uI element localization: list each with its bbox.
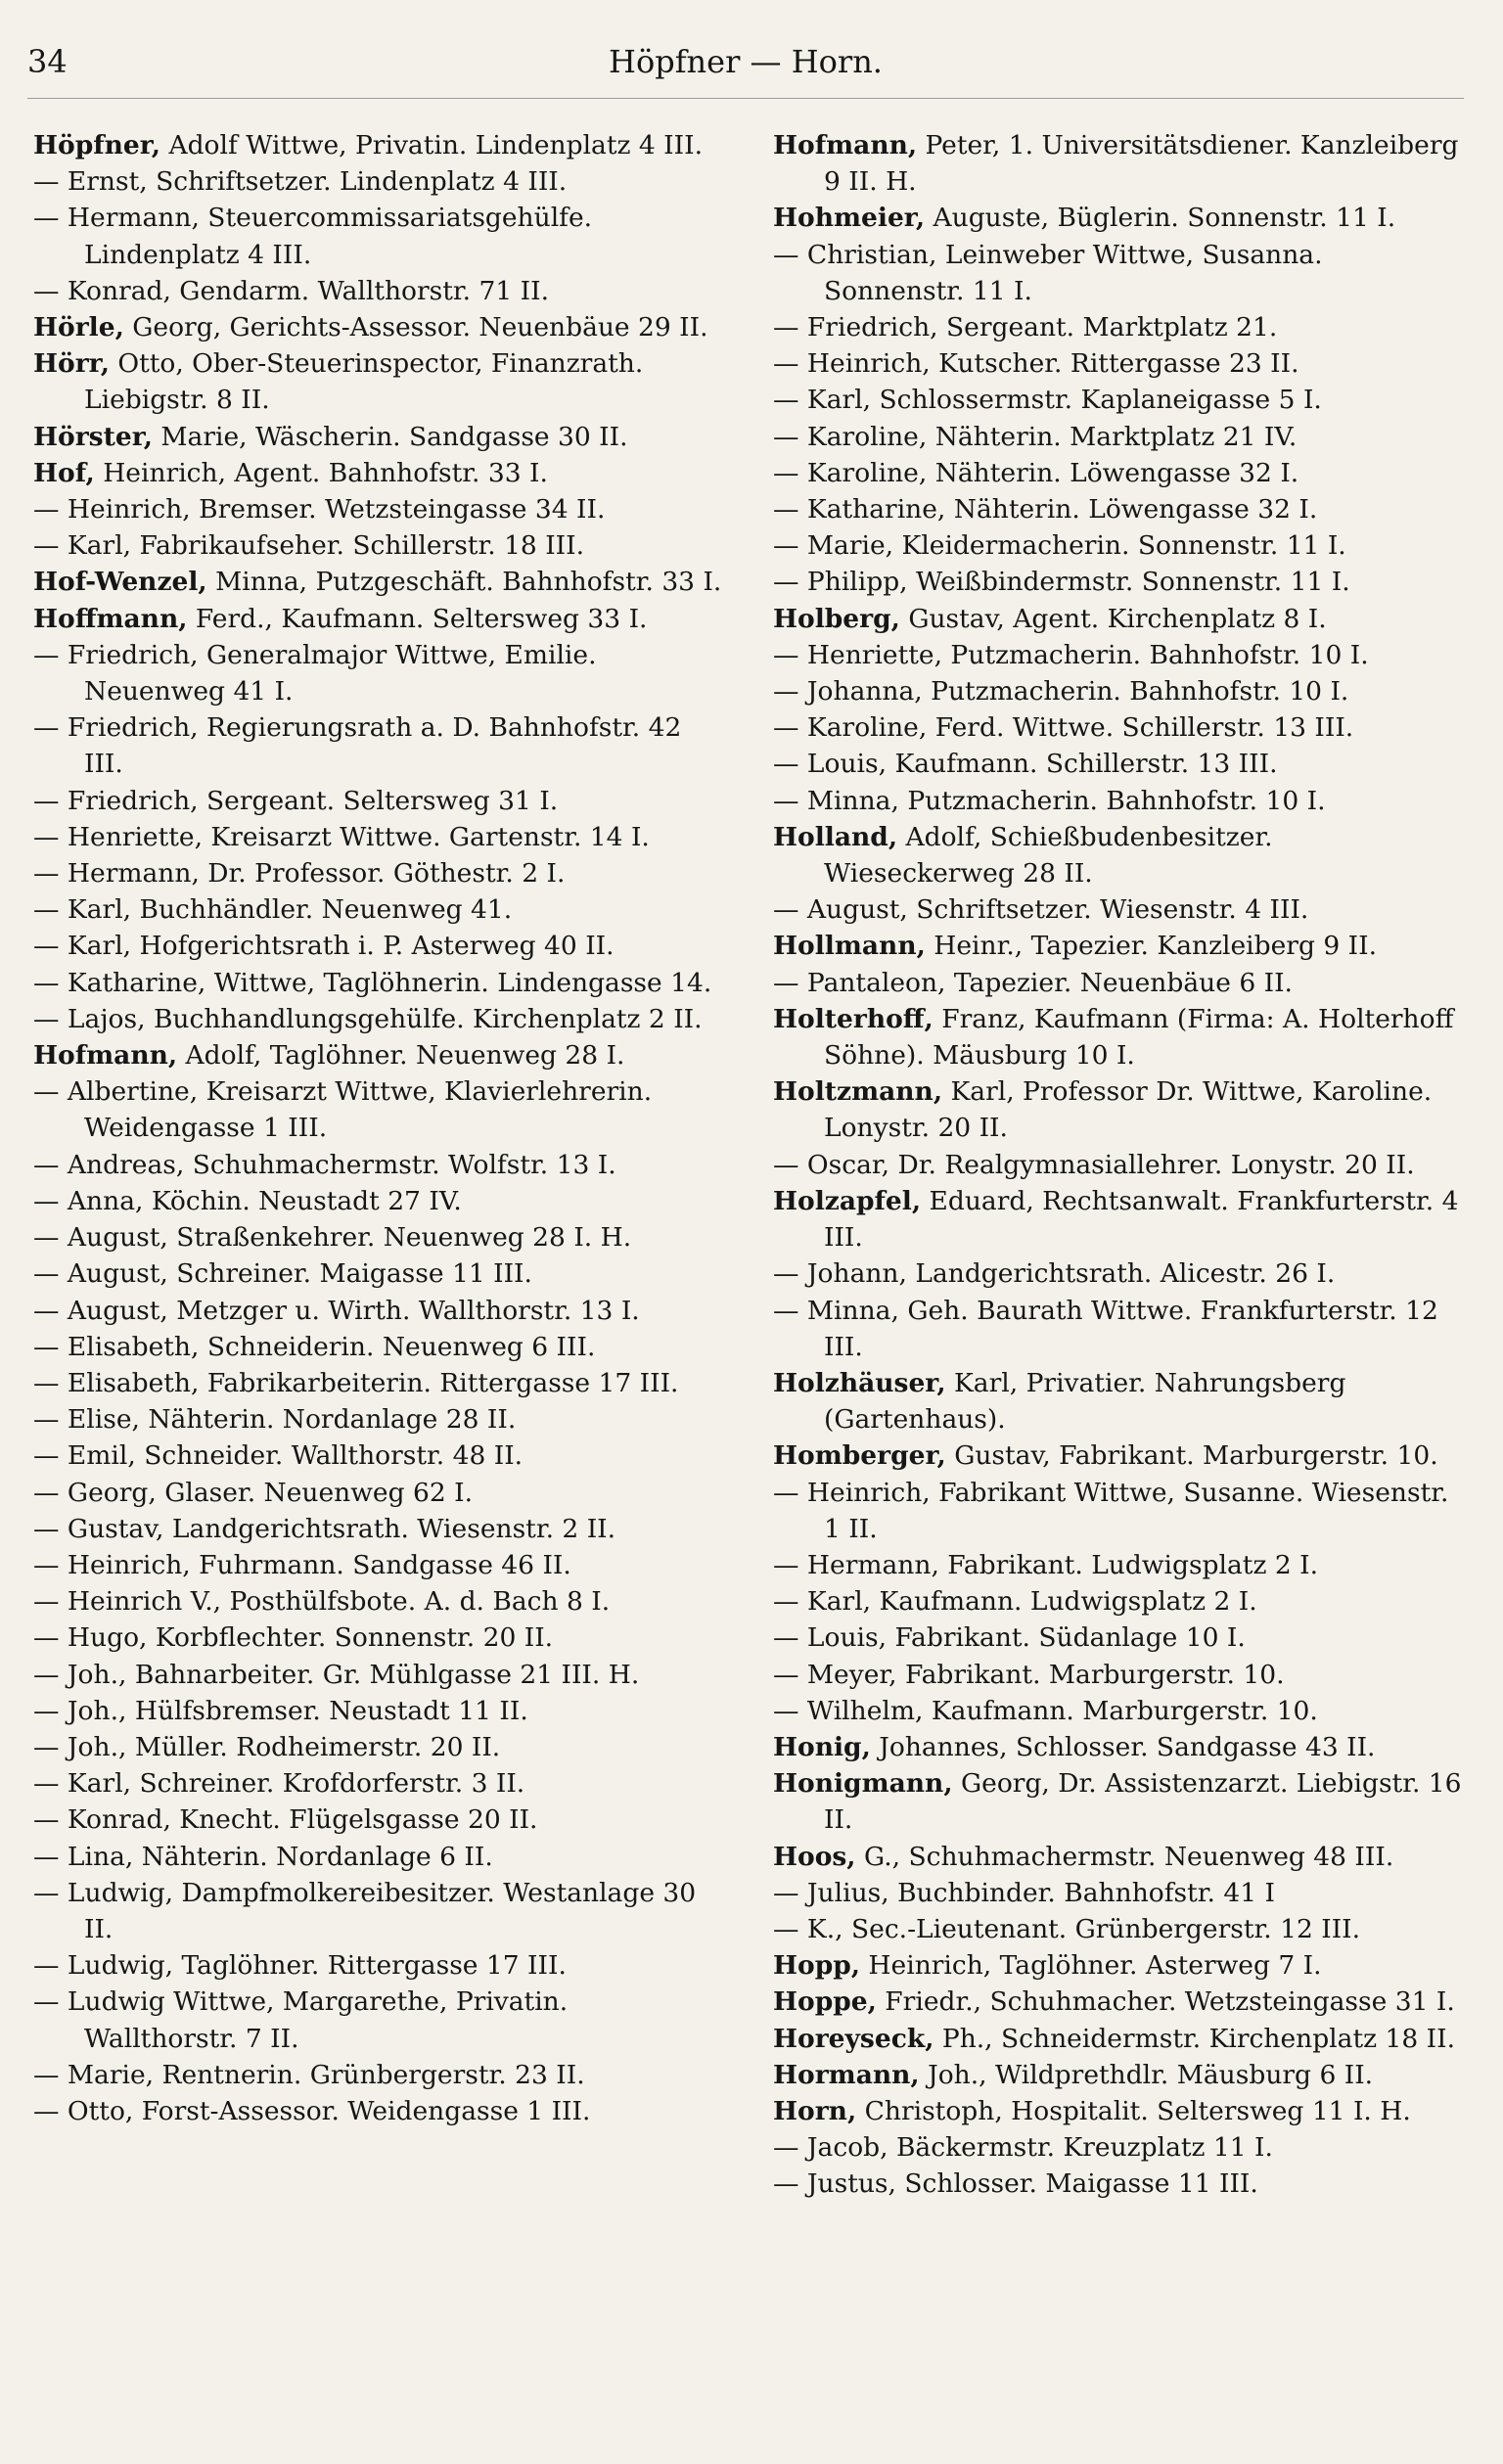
directory-entry [773,527,1463,564]
entry-surname: Hörr, [33,348,110,380]
entry-surname: Hoppe, [773,1986,877,2018]
entry-surname: Hormann, [773,2059,920,2090]
directory-entry [773,1547,1463,1583]
entry-text: — Friedrich, Regierungsrath a. D. Bahnhofstr. 42 III. [33,712,682,780]
entry-text: Adolf Wittwe, Privatin. Lindenplatz 4 III. [160,130,703,160]
entry-text: Ph., Schneidermstr. Kirchenplatz 18 II. [934,2023,1455,2054]
directory-entry [773,928,1463,964]
entry-text: — Minna, Putzmacherin. Bahnhofstr. 10 I. [773,785,1326,816]
entry-text: Johannes, Schlosser. Sandgasse 43 II. [870,1731,1376,1762]
entry-text: — Henriette, Putzmacherin. Bahnhofstr. 10 I. [773,639,1369,670]
directory-entry [33,855,723,891]
directory-entry [773,1255,1463,1292]
entry-text: — Elisabeth, Schneiderin. Neuenweg 6 III. [33,1331,596,1362]
entry-text: — Otto, Forst-Assessor. Weidengasse 1 III. [33,2095,591,2126]
directory-entry [773,564,1463,600]
entry-text: — Oscar, Dr. Realgymnasiallehrer. Lonystr. 20 II. [773,1149,1415,1180]
entry-text: — Heinrich, Bremser. Wetzsteingasse 34 II. [33,494,606,525]
entry-text: — Karl, Buchhändler. Neuenweg 41. [33,894,513,926]
directory-entry [773,1839,1463,1875]
directory-entry [33,309,723,345]
directory-entry [773,2057,1463,2093]
entry-text: — Anna, Köchin. Neustadt 27 IV. [33,1185,462,1216]
directory-entry [773,1583,1463,1620]
running-head: Höpfner — Horn. [609,43,883,80]
entry-surname: Hoffmann, [33,603,188,634]
entry-text: G., Schuhmachermstr. Neuenweg 48 III. [855,1841,1394,1872]
entry-text: Georg, Gerichts-Assessor. Neuenbäue 29 II. [123,312,708,343]
directory-entry [773,1183,1463,1255]
entry-surname: Holland, [773,821,898,852]
directory-entry [773,2166,1463,2202]
entry-text: — Lina, Nähterin. Nordanlage 6 II. [33,1841,493,1872]
directory-entry [773,455,1463,491]
directory-entry [33,1475,723,1511]
directory-entry [33,1147,723,1183]
directory-entry [33,345,723,418]
directory-entry [773,237,1463,309]
directory-entry [33,2057,723,2093]
entry-text: Eduard, Rechtsanwalt. Frankfurterstr. 4 III. [824,1185,1459,1254]
entry-text: Heinrich, Agent. Bahnhofstr. 33 I. [94,457,548,488]
directory-entry [773,419,1463,455]
entry-surname: Holtzmann, [773,1076,943,1108]
entry-text: — Friedrich, Sergeant. Marktplatz 21. [773,312,1278,343]
directory-entry [773,1875,1463,1911]
directory-entry [773,200,1463,236]
directory-entry [33,891,723,928]
entry-text: — Joh., Müller. Rodheimerstr. 20 II. [33,1731,501,1762]
directory-entry [773,491,1463,527]
entry-text: Auguste, Büglerin. Sonnenstr. 11 I. [925,203,1396,234]
entry-text: — Gustav, Landgerichtsrath. Wiesenstr. 2 II. [33,1513,616,1544]
entry-surname: Hörle, [33,312,124,343]
directory-entry [33,783,723,819]
left-column [33,127,723,2129]
directory-entry [33,1255,723,1292]
entry-text: Peter, 1. Universitätsdiener. Kanzleiberg 9 II. H. [824,130,1459,198]
directory-entry [33,928,723,964]
entry-text: — Georg, Glaser. Neuenweg 62 I. [33,1477,474,1508]
entry-surname: Homberger, [773,1440,946,1472]
entry-text: — August, Straßenkehrer. Neuenweg 28 I. H. [33,1222,632,1254]
directory-entry [33,273,723,309]
entry-text: Franz, Kaufmann (Firma: A. Holterhoff Söhne). Mäusburg 10 I. [824,1003,1454,1072]
directory-entry [773,2093,1463,2129]
directory-entry [773,1657,1463,1693]
entry-surname: Hoos, [773,1841,856,1872]
directory-entry [33,601,723,637]
directory-entry [33,163,723,200]
entry-text: — Katharine, Wittwe, Taglöhnerin. Lindengasse 14. [33,967,712,998]
entry-text: — Konrad, Knecht. Flügelsgasse 20 II. [33,1804,538,1836]
directory-entry [33,1839,723,1875]
directory-entry [773,1984,1463,2020]
entry-surname: Hörster, [33,421,153,452]
directory-entry [773,1475,1463,1547]
directory-entry [773,1437,1463,1474]
directory-entry [773,1293,1463,1365]
directory-entry [773,2021,1463,2057]
directory-entry [773,382,1463,418]
directory-entry [773,819,1463,891]
entry-surname: Horeyseck, [773,2023,934,2054]
entry-text: — Karl, Hofgerichtsrath i. P. Asterweg 40 II. [33,931,615,962]
entry-text: — Karl, Fabrikaufseher. Schillerstr. 18 III. [33,530,585,562]
entry-text: Gustav, Fabrikant. Marburgerstr. 10. [945,1440,1438,1472]
entry-text: — August, Schriftsetzer. Wiesenstr. 4 III. [773,894,1309,926]
entry-text: Heinr., Tapezier. Kanzleiberg 9 II. [925,931,1378,962]
page-number: 34 [27,43,68,80]
directory-entry [773,637,1463,673]
entry-text: — K., Sec.-Lieutenant. Grünbergerstr. 12 III. [773,1913,1361,1944]
entry-text: — Joh., Hülfsbremser. Neustadt 11 II. [33,1695,528,1726]
directory-entry [773,2129,1463,2166]
directory-entry [773,965,1463,1001]
right-column [773,127,1463,2203]
entry-text: — Hermann, Fabrikant. Ludwigsplatz 2 I. [773,1549,1319,1580]
directory-entry [33,491,723,527]
entry-text: — Karl, Kaufmann. Ludwigsplatz 2 I. [773,1586,1257,1618]
entry-text: — Justus, Schlosser. Maigasse 11 III. [773,2168,1258,2200]
entry-text: Gustav, Agent. Kirchenplatz 8 I. [899,603,1327,634]
entry-text: Adolf, Schießbudenbesitzer. Wieseckerweg 28 II. [824,821,1273,890]
directory-entry [33,2093,723,2129]
entry-surname: Holzhäuser, [773,1367,946,1398]
directory-entry [33,1802,723,1838]
entry-text: — Hugo, Korbflechter. Sonnenstr. 20 II. [33,1622,554,1654]
directory-entry [33,1765,723,1802]
entry-surname: Hof, [33,457,95,488]
entry-surname: Holterhoff, [773,1003,934,1034]
directory-entry [33,1401,723,1437]
entry-surname: Honigmann, [773,1768,953,1800]
entry-surname: Holberg, [773,603,900,634]
directory-entry [773,1729,1463,1765]
directory-entry [33,1001,723,1037]
directory-entry [773,309,1463,345]
directory-entry [33,1219,723,1255]
directory-entry [773,891,1463,928]
directory-entry [33,1183,723,1219]
entry-text: Heinrich, Taglöhner. Asterweg 7 I. [860,1950,1322,1982]
directory-entry [33,709,723,782]
entry-text: Karl, Privatier. Nahrungsberg (Gartenhaus). [824,1367,1346,1436]
entry-text: — Ludwig, Dampfmolkereibesitzer. Westanlage 30 II. [33,1877,697,1944]
entry-text: — Heinrich, Fabrikant Wittwe, Susanne. Wiesenstr. 1 II. [773,1477,1449,1544]
entry-text: — Minna, Geh. Baurath Wittwe. Frankfurterstr. 12 III. [773,1295,1438,1362]
entry-text: — Meyer, Fabrikant. Marburgerstr. 10. [773,1659,1285,1690]
entry-text: — Ludwig, Taglöhner. Rittergasse 17 III. [33,1950,567,1982]
entry-text: — Karl, Schlossermstr. Kaplaneigasse 5 I. [773,385,1322,416]
entry-surname: Hofmann, [33,1040,178,1072]
directory-entry [773,1620,1463,1656]
entry-text: — Pantaleon, Tapezier. Neuenbäue 6 II. [773,967,1293,998]
entry-text: — Albertine, Kreisarzt Wittwe, Klavierlehrerin. Weidengasse 1 III. [33,1076,653,1144]
directory-entry [33,1365,723,1401]
entry-text: — Heinrich, Kutscher. Rittergasse 23 II. [773,348,1299,380]
directory-entry [33,564,723,600]
entry-surname: Hofmann, [773,130,918,160]
directory-entry [773,601,1463,637]
directory-entry [33,1729,723,1765]
directory-entry [33,1620,723,1656]
entry-text: — Karoline, Nähterin. Marktplatz 21 IV. [773,421,1298,452]
directory-entry [33,1073,723,1146]
entry-text: Georg, Dr. Assistenzarzt. Liebigstr. 16 II. [824,1768,1462,1836]
entry-text: — Philipp, Weißbindermstr. Sonnenstr. 11 I. [773,567,1350,598]
directory-entry [773,1365,1463,1437]
entry-text: — Ludwig Wittwe, Margarethe, Privatin. Wallthorstr. 7 II. [33,1986,569,2054]
directory-entry [773,783,1463,819]
entry-text: — Friedrich, Sergeant. Seltersweg 31 I. [33,785,559,816]
entry-text: — Karl, Schreiner. Krofdorferstr. 3 II. [33,1768,525,1800]
directory-entry [33,1583,723,1620]
entry-text: — Jacob, Bäckermstr. Kreuzplatz 11 I. [773,2132,1273,2164]
entry-surname: Höpfner, [33,130,161,160]
entry-text: Adolf, Taglöhner. Neuenweg 28 I. [177,1040,625,1072]
entry-text: — Julius, Buchbinder. Bahnhofstr. 41 I [773,1877,1275,1908]
directory-entry [33,637,723,709]
directory-entry [33,1547,723,1583]
entry-text: Minna, Putzgeschäft. Bahnhofstr. 33 I. [206,567,722,598]
header-rule [27,98,1464,99]
entry-text: — Friedrich, Generalmajor Wittwe, Emilie. Neuenweg 41 I. [33,639,597,707]
directory-entry [33,1693,723,1729]
entry-surname: Hohmeier, [773,203,926,234]
page-header [27,43,1464,92]
entry-text: — Louis, Fabrikant. Südanlage 10 I. [773,1622,1246,1654]
directory-entry [33,127,723,163]
entry-surname: Honig, [773,1731,871,1762]
entry-text: Christoph, Hospitalit. Seltersweg 11 I. H. [856,2095,1411,2126]
directory-entry [773,1911,1463,1947]
directory-entry [33,1329,723,1365]
directory-entry [33,1037,723,1073]
entry-text: — Marie, Kleidermacherin. Sonnenstr. 11 I. [773,530,1346,562]
entry-text: Joh., Wildprethdlr. Mäusburg 6 II. [919,2059,1374,2090]
entry-text: — Lajos, Buchhandlungsgehülfe. Kirchenplatz 2 II. [33,1003,703,1034]
entry-text: — Wilhelm, Kaufmann. Marburgerstr. 10. [773,1695,1318,1726]
entry-text: — Hermann, Steuercommissariatsgehülfe. Lindenplatz 4 III. [33,203,593,270]
entry-text: — Johann, Landgerichtsrath. Alicestr. 26 I. [773,1258,1336,1290]
directory-entry [773,1765,1463,1838]
directory-entry [33,1657,723,1693]
directory-entry [773,1947,1463,1984]
entry-surname: Hollmann, [773,931,926,962]
entry-text: Friedr., Schuhmacher. Wetzsteingasse 31 I. [876,1986,1455,2018]
directory-entry [33,1984,723,2056]
entry-text: — Elisabeth, Fabrikarbeiterin. Rittergasse 17 III. [33,1367,679,1398]
directory-entry [773,746,1463,782]
directory-entry [33,819,723,855]
directory-entry [33,1947,723,1984]
entry-text: — Henriette, Kreisarzt Wittwe. Gartenstr. 14 I. [33,821,650,852]
entry-text: — Karoline, Nähterin. Löwengasse 32 I. [773,457,1299,488]
entry-surname: Hof-Wenzel, [33,567,207,598]
directory-entry [33,455,723,491]
directory-entry [33,965,723,1001]
entry-text: — Katharine, Nähterin. Löwengasse 32 I. [773,494,1318,525]
entry-text: — Konrad, Gendarm. Wallthorstr. 71 II. [33,275,550,306]
entry-text: — Heinrich, Fuhrmann. Sandgasse 46 II. [33,1549,571,1580]
entry-text: — Emil, Schneider. Wallthorstr. 48 II. [33,1440,524,1472]
entry-text: — Ernst, Schriftsetzer. Lindenplatz 4 III. [33,166,568,198]
directory-entry [773,127,1463,200]
directory-entry [33,1293,723,1329]
entry-text: — Hermann, Dr. Professor. Göthestr. 2 I. [33,858,566,890]
entry-text: — Heinrich V., Posthülfsbote. A. d. Bach 8 I. [33,1586,611,1618]
directory-entry [33,1511,723,1547]
directory-entry [773,673,1463,709]
entry-text: — Karoline, Ferd. Wittwe. Schillerstr. 13 III. [773,712,1354,744]
entry-text: Otto, Ober-Steuerinspector, Finanzrath. Liebigstr. 8 II. [84,348,644,416]
entry-surname: Horn, [773,2095,857,2126]
directory-entry [773,1001,1463,1073]
entry-text: Marie, Wäscherin. Sandgasse 30 II. [152,421,628,452]
directory-entry [773,1073,1463,1146]
entry-text: — August, Metzger u. Wirth. Wallthorstr. 13 I. [33,1295,640,1326]
entry-text: Karl, Professor Dr. Wittwe, Karoline. Lonystr. 20 II. [824,1076,1433,1144]
directory-entry [33,527,723,564]
entry-surname: Holzapfel, [773,1185,922,1216]
entry-text: — Christian, Leinweber Wittwe, Susanna. Sonnenstr. 11 I. [773,239,1323,306]
entry-surname: Hopp, [773,1950,860,1982]
entry-text: — Elise, Nähterin. Nordanlage 28 II. [33,1404,517,1436]
directory-entry [33,419,723,455]
directory-entry [773,709,1463,746]
entry-text: — August, Schreiner. Maigasse 11 III. [33,1258,532,1290]
directory-entry [33,200,723,272]
entry-text: Ferd., Kaufmann. Seltersweg 33 I. [187,603,648,634]
directory-entry [773,1693,1463,1729]
entry-text: — Joh., Bahnarbeiter. Gr. Mühlgasse 21 III. H. [33,1659,640,1690]
entry-text: — Johanna, Putzmacherin. Bahnhofstr. 10 I. [773,676,1349,707]
entry-text: — Marie, Rentnerin. Grünbergerstr. 23 II. [33,2059,585,2090]
directory-entry [33,1875,723,1947]
entry-text: — Andreas, Schuhmachermstr. Wolfstr. 13 I. [33,1149,616,1180]
directory-entry [33,1437,723,1474]
directory-entry [773,345,1463,382]
directory-entry [773,1147,1463,1183]
entry-text: — Louis, Kaufmann. Schillerstr. 13 III. [773,749,1278,780]
